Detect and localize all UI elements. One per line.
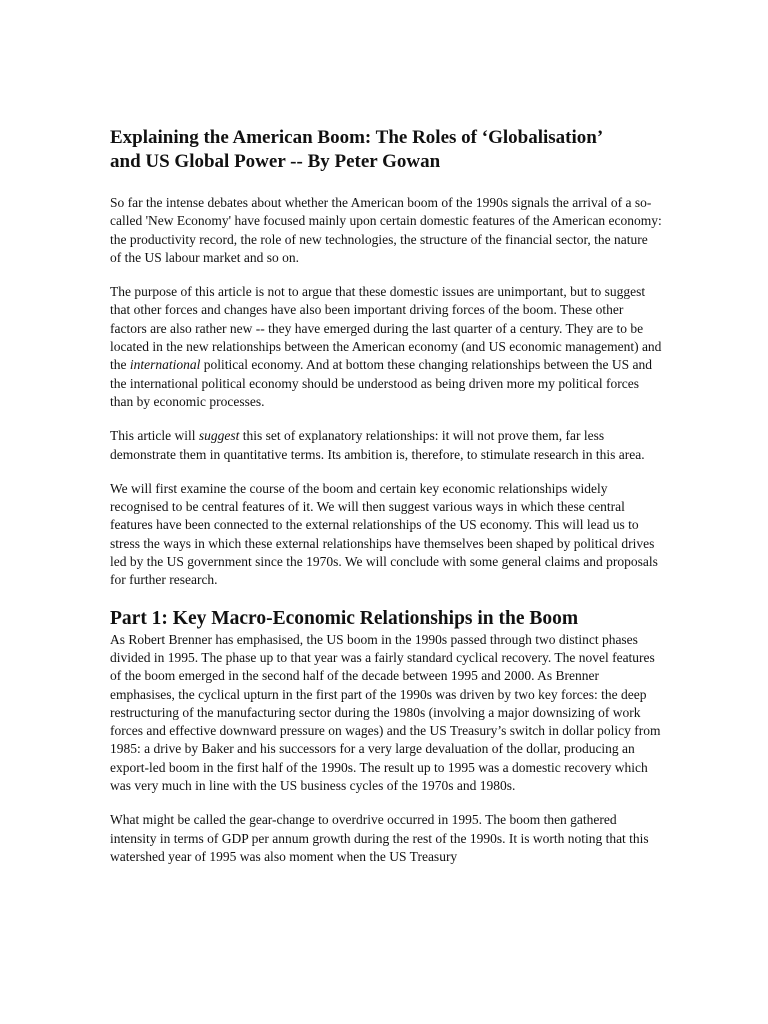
paragraph-scope-text-b: this set of explanatory relationships: it will not prove them, far less demonstrate them in quantitative terms. Its ambition is, therefore, to stimulate research in this area. bbox=[110, 428, 645, 462]
document-body bbox=[110, 126, 662, 866]
title-line-2: and US Global Power -- By Peter Gowan bbox=[110, 151, 441, 172]
paragraph-scope bbox=[110, 427, 662, 464]
document-title bbox=[110, 126, 662, 174]
title-line-1: Explaining the American Boom: The Roles of ‘Globalisation’ bbox=[110, 127, 604, 148]
paragraph-scope-emphasis: suggest bbox=[198, 428, 240, 444]
paragraph-purpose-text-b: political economy. And at bottom these changing relationships between the US and the international political economy should be understood as being driven more my political forces than by economic processes. bbox=[110, 357, 653, 409]
paragraph-intro: So far the intense debates about whether the American boom of the 1990s signals the arrival of a so-called 'New Economy' have focused mainly upon certain domestic features of the American economy: the productivity record, the role of new technologies, the structure of the financial sector, the nature of the US labour market and so on. bbox=[110, 195, 662, 265]
paragraph-purpose-emphasis: international bbox=[129, 357, 201, 373]
paragraph-purpose bbox=[110, 283, 662, 411]
paragraph-gear-change: What might be called the gear-change to overdrive occurred in 1995. The boom then gathered intensity in terms of GDP per annum growth during the rest of the 1990s. It is worth noting that this watershed year of 1995 was also moment when the US Treasury bbox=[110, 812, 649, 864]
paragraph-outline: We will first examine the course of the boom and certain key economic relationships widely recognised to be central features of it. We will then suggest various ways in which these central features have been connected to the external relationships of the US economy. This will lead us to stress the ways in which these external relationships have themselves been shaped by political drives led by the US government since the 1970s. We will conclude with some general claims and proposals for further research. bbox=[110, 480, 658, 588]
paragraph-scope-text-a: This article will bbox=[110, 428, 199, 444]
paragraph-brenner: As Robert Brenner has emphasised, the US boom in the 1990s passed through two distinct phases divided in 1995. The phase up to that year was a fairly standard cyclical recovery. The novel features of the boom emerged in the second half of the decade between 1995 and 2000. As Brenner emphasises, the cyclical upturn in the first part of the 1990s was driven by two key forces: the deep restructuring of the manufacturing sector during the 1980s (involving a major downsizing of work forces and effective downward pressure on wages) and the US Treasury’s switch in dollar policy from 1985: a drive by Baker and his successors for a very large devaluation of the dollar, producing an export-led boom in the first half of the 1990s. The result up to 1995 was a domestic recovery which was very much in line with the US business cycles of the 1970s and 1980s. bbox=[110, 631, 661, 794]
paragraph-purpose-text-a: The purpose of this article is not to argue that these domestic issues are unimportant, but to suggest that other forces and changes have also been important driving forces of the boom. These other factors are also rather new -- they have emerged during the last quarter of a century. They are to be located in the new relationships between the American economy (and US economic management) and the bbox=[110, 284, 662, 373]
section-heading-part-1: Part 1: Key Macro-Economic Relationships in the Boom bbox=[110, 607, 579, 629]
